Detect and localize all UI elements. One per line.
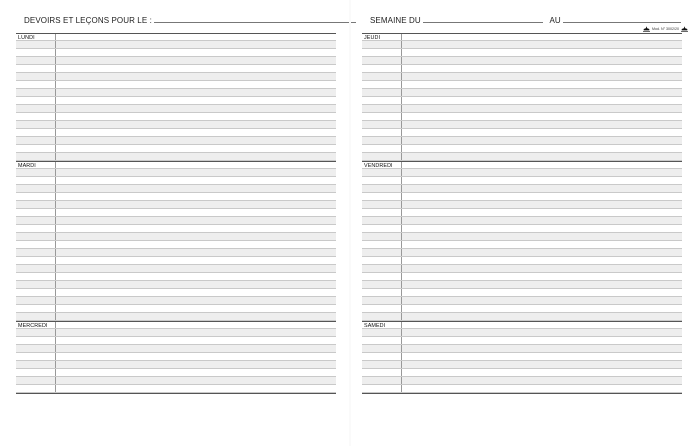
notes-cell[interactable] — [56, 97, 336, 104]
subject-cell[interactable] — [362, 169, 402, 176]
subject-cell[interactable] — [362, 313, 402, 320]
notes-cell[interactable] — [402, 322, 682, 328]
notes-cell[interactable] — [56, 337, 336, 344]
table-row[interactable] — [16, 129, 336, 137]
notes-cell[interactable] — [56, 345, 336, 352]
subject-cell[interactable] — [362, 265, 402, 272]
notes-cell[interactable] — [56, 353, 336, 360]
notes-cell[interactable] — [402, 177, 682, 184]
day-label: LUNDI — [18, 35, 35, 41]
subject-cell[interactable] — [16, 305, 56, 312]
table-row[interactable] — [362, 89, 682, 97]
subject-cell[interactable] — [362, 217, 402, 224]
subject-cell[interactable] — [362, 353, 402, 360]
subject-cell[interactable] — [362, 65, 402, 72]
subject-cell[interactable] — [362, 322, 402, 328]
table-row[interactable] — [16, 105, 336, 113]
subject-cell[interactable] — [16, 201, 56, 208]
table-row[interactable] — [16, 169, 336, 177]
subject-cell[interactable] — [362, 121, 402, 128]
notes-cell[interactable] — [56, 233, 336, 240]
table-row[interactable] — [362, 129, 682, 137]
table-row[interactable] — [16, 257, 336, 265]
subject-cell[interactable] — [16, 361, 56, 368]
table-row[interactable] — [362, 49, 682, 57]
notes-cell[interactable] — [56, 81, 336, 88]
subject-cell[interactable] — [362, 305, 402, 312]
notes-cell[interactable] — [402, 217, 682, 224]
notes-cell[interactable] — [56, 265, 336, 272]
table-row[interactable] — [362, 329, 682, 337]
notes-cell[interactable] — [402, 73, 682, 80]
notes-cell[interactable] — [56, 313, 336, 320]
notes-cell[interactable] — [56, 241, 336, 248]
table-row[interactable] — [16, 345, 336, 353]
table-row[interactable] — [16, 201, 336, 209]
table-row[interactable] — [362, 289, 682, 297]
notes-cell[interactable] — [402, 233, 682, 240]
table-row[interactable] — [16, 321, 336, 329]
notes-cell[interactable] — [402, 377, 682, 384]
notes-cell[interactable] — [402, 273, 682, 280]
subject-cell[interactable] — [362, 377, 402, 384]
subject-cell[interactable] — [362, 177, 402, 184]
subject-cell[interactable] — [16, 385, 56, 392]
reference-mark — [643, 26, 688, 32]
table-row[interactable] — [16, 57, 336, 65]
day-section-mardi — [16, 161, 336, 321]
notes-cell[interactable] — [56, 225, 336, 232]
subject-cell[interactable] — [16, 217, 56, 224]
table-row[interactable] — [16, 217, 336, 225]
reference-number: Mod. N° 3002/20 — [651, 27, 679, 31]
notes-cell[interactable] — [402, 281, 682, 288]
grid-bottom-rule — [16, 393, 336, 394]
notes-cell[interactable] — [56, 169, 336, 176]
day-section-vendredi — [362, 161, 682, 321]
subject-cell[interactable] — [16, 153, 56, 160]
notes-cell[interactable] — [402, 257, 682, 264]
table-row[interactable] — [362, 201, 682, 209]
subject-cell[interactable] — [16, 57, 56, 64]
table-row[interactable] — [16, 377, 336, 385]
subject-cell[interactable] — [362, 361, 402, 368]
day-label: MERCREDI — [18, 323, 48, 329]
table-row[interactable] — [362, 113, 682, 121]
table-row[interactable] — [362, 33, 682, 41]
notes-cell[interactable] — [56, 257, 336, 264]
subject-cell[interactable] — [16, 169, 56, 176]
notes-cell[interactable] — [402, 89, 682, 96]
table-row[interactable] — [16, 73, 336, 81]
subject-cell[interactable] — [16, 193, 56, 200]
table-row[interactable] — [16, 49, 336, 57]
notes-cell[interactable] — [402, 34, 682, 40]
subject-cell[interactable] — [362, 57, 402, 64]
table-row[interactable] — [16, 209, 336, 217]
day-label: VENDREDI — [364, 163, 393, 169]
table-row[interactable] — [16, 281, 336, 289]
table-row[interactable] — [16, 185, 336, 193]
table-row[interactable] — [362, 177, 682, 185]
subject-cell[interactable] — [362, 233, 402, 240]
day-label: JEUDI — [364, 35, 381, 41]
table-row[interactable] — [16, 137, 336, 145]
table-row[interactable] — [362, 353, 682, 361]
day-label: MARDI — [18, 163, 36, 169]
subject-cell[interactable] — [362, 81, 402, 88]
subject-cell[interactable] — [362, 273, 402, 280]
table-row[interactable] — [16, 249, 336, 257]
table-row[interactable] — [16, 361, 336, 369]
subject-cell[interactable] — [362, 145, 402, 152]
subject-cell[interactable] — [16, 81, 56, 88]
notes-cell[interactable] — [402, 297, 682, 304]
notes-cell[interactable] — [56, 162, 336, 168]
table-row[interactable] — [362, 241, 682, 249]
table-row[interactable] — [16, 233, 336, 241]
notes-cell[interactable] — [402, 361, 682, 368]
subject-cell[interactable] — [362, 249, 402, 256]
subject-cell[interactable] — [16, 137, 56, 144]
table-row[interactable] — [16, 313, 336, 321]
subject-cell[interactable] — [16, 145, 56, 152]
subject-cell[interactable] — [16, 34, 56, 40]
table-row[interactable] — [16, 177, 336, 185]
table-row[interactable] — [362, 305, 682, 313]
notes-cell[interactable] — [402, 97, 682, 104]
day-label: SAMEDI — [364, 323, 386, 329]
grid-bottom-rule — [362, 393, 682, 394]
subject-cell[interactable] — [362, 369, 402, 376]
table-row[interactable] — [16, 41, 336, 49]
subject-cell[interactable] — [362, 337, 402, 344]
notes-cell[interactable] — [56, 177, 336, 184]
table-row[interactable] — [362, 249, 682, 257]
subject-cell[interactable] — [16, 345, 56, 352]
subject-cell[interactable] — [362, 297, 402, 304]
table-row[interactable] — [16, 385, 336, 393]
notes-cell[interactable] — [402, 329, 682, 336]
table-row[interactable] — [362, 273, 682, 281]
notes-cell[interactable] — [402, 162, 682, 168]
notes-cell[interactable] — [56, 113, 336, 120]
subject-cell[interactable] — [362, 153, 402, 160]
notes-cell[interactable] — [56, 361, 336, 368]
subject-cell[interactable] — [362, 345, 402, 352]
notes-cell[interactable] — [56, 377, 336, 384]
table-row[interactable] — [362, 121, 682, 129]
homework-date-line[interactable] — [154, 14, 356, 23]
notes-cell[interactable] — [56, 137, 336, 144]
notes-cell[interactable] — [402, 201, 682, 208]
notes-cell[interactable] — [56, 89, 336, 96]
notes-cell[interactable] — [56, 217, 336, 224]
subject-cell[interactable] — [362, 241, 402, 248]
subject-cell[interactable] — [362, 41, 402, 48]
table-row[interactable] — [16, 33, 336, 41]
table-row[interactable] — [362, 265, 682, 273]
table-row[interactable] — [362, 369, 682, 377]
notes-cell[interactable] — [56, 34, 336, 40]
notes-cell[interactable] — [56, 105, 336, 112]
table-row[interactable] — [362, 345, 682, 353]
table-row[interactable] — [362, 385, 682, 393]
week-end-line[interactable] — [563, 14, 681, 23]
notes-cell[interactable] — [402, 209, 682, 216]
notes-cell[interactable] — [56, 65, 336, 72]
subject-cell[interactable] — [362, 209, 402, 216]
notes-cell[interactable] — [56, 385, 336, 392]
table-row[interactable] — [362, 137, 682, 145]
subject-cell[interactable] — [16, 162, 56, 168]
notes-cell[interactable] — [56, 297, 336, 304]
table-row[interactable] — [362, 169, 682, 177]
table-row[interactable] — [16, 241, 336, 249]
table-row[interactable] — [16, 329, 336, 337]
subject-cell[interactable] — [16, 273, 56, 280]
subject-cell[interactable] — [362, 281, 402, 288]
homework-header — [24, 14, 356, 25]
subject-cell[interactable] — [16, 377, 56, 384]
subject-cell[interactable] — [16, 185, 56, 192]
notes-cell[interactable] — [402, 225, 682, 232]
homework-header-label: DEVOIRS ET LEÇONS POUR LE : — [24, 16, 152, 25]
subject-cell[interactable] — [16, 121, 56, 128]
subject-cell[interactable] — [362, 201, 402, 208]
table-row[interactable] — [362, 161, 682, 169]
notes-cell[interactable] — [56, 57, 336, 64]
subject-cell[interactable] — [16, 297, 56, 304]
day-section-jeudi — [362, 33, 682, 161]
notes-cell[interactable] — [402, 289, 682, 296]
notes-cell[interactable] — [56, 369, 336, 376]
notes-cell[interactable] — [402, 169, 682, 176]
notes-cell[interactable] — [402, 241, 682, 248]
subject-cell[interactable] — [16, 65, 56, 72]
notes-cell[interactable] — [402, 137, 682, 144]
table-row[interactable] — [16, 305, 336, 313]
notes-cell[interactable] — [402, 337, 682, 344]
table-row[interactable] — [362, 41, 682, 49]
subject-cell[interactable] — [16, 89, 56, 96]
notes-cell[interactable] — [402, 385, 682, 392]
table-row[interactable] — [362, 97, 682, 105]
subject-cell[interactable] — [16, 225, 56, 232]
to-label: AU — [549, 16, 561, 25]
table-row[interactable] — [362, 193, 682, 201]
table-row[interactable] — [16, 353, 336, 361]
subject-cell[interactable] — [16, 257, 56, 264]
subject-cell[interactable] — [16, 313, 56, 320]
subject-cell[interactable] — [16, 97, 56, 104]
subject-cell[interactable] — [16, 49, 56, 56]
right-grid — [362, 33, 682, 394]
notes-cell[interactable] — [56, 153, 336, 160]
left-grid — [16, 33, 336, 394]
table-row[interactable] — [16, 273, 336, 281]
notes-cell[interactable] — [56, 145, 336, 152]
table-row[interactable] — [16, 297, 336, 305]
notes-cell[interactable] — [402, 41, 682, 48]
subject-cell[interactable] — [362, 89, 402, 96]
notes-cell[interactable] — [402, 49, 682, 56]
notes-cell[interactable] — [56, 41, 336, 48]
week-label: SEMAINE DU — [370, 16, 421, 25]
table-row[interactable] — [16, 193, 336, 201]
table-row[interactable] — [362, 153, 682, 161]
publisher-logo-icon-2 — [681, 26, 688, 32]
table-row[interactable] — [362, 57, 682, 65]
notes-cell[interactable] — [56, 193, 336, 200]
subject-cell[interactable] — [362, 225, 402, 232]
notes-cell[interactable] — [402, 57, 682, 64]
table-row[interactable] — [16, 89, 336, 97]
table-row[interactable] — [16, 81, 336, 89]
notes-cell[interactable] — [56, 281, 336, 288]
table-row[interactable] — [16, 113, 336, 121]
notes-cell[interactable] — [402, 105, 682, 112]
table-row[interactable] — [362, 313, 682, 321]
table-row[interactable] — [362, 81, 682, 89]
table-row[interactable] — [16, 265, 336, 273]
subject-cell[interactable] — [16, 281, 56, 288]
table-row[interactable] — [362, 105, 682, 113]
table-row[interactable] — [362, 233, 682, 241]
subject-cell[interactable] — [16, 249, 56, 256]
table-row[interactable] — [362, 257, 682, 265]
notes-cell[interactable] — [56, 249, 336, 256]
table-row[interactable] — [16, 121, 336, 129]
table-row[interactable] — [362, 217, 682, 225]
notes-cell[interactable] — [56, 49, 336, 56]
table-row[interactable] — [362, 361, 682, 369]
week-start-line[interactable] — [423, 14, 543, 23]
notes-cell[interactable] — [402, 65, 682, 72]
subject-cell[interactable] — [362, 73, 402, 80]
table-row[interactable] — [16, 153, 336, 161]
notes-cell[interactable] — [56, 129, 336, 136]
table-row[interactable] — [16, 337, 336, 345]
subject-cell[interactable] — [362, 97, 402, 104]
subject-cell[interactable] — [16, 369, 56, 376]
table-row[interactable] — [362, 321, 682, 329]
notes-cell[interactable] — [402, 369, 682, 376]
subject-cell[interactable] — [16, 289, 56, 296]
subject-cell[interactable] — [16, 337, 56, 344]
table-row[interactable] — [362, 145, 682, 153]
subject-cell[interactable] — [362, 385, 402, 392]
notes-cell[interactable] — [402, 345, 682, 352]
notes-cell[interactable] — [56, 73, 336, 80]
notes-cell[interactable] — [402, 313, 682, 320]
subject-cell[interactable] — [16, 177, 56, 184]
page-fold — [349, 0, 351, 446]
subject-cell[interactable] — [16, 241, 56, 248]
notes-cell[interactable] — [56, 121, 336, 128]
notes-cell[interactable] — [402, 113, 682, 120]
week-header — [370, 14, 681, 25]
day-section-mercredi — [16, 321, 336, 393]
subject-cell[interactable] — [362, 129, 402, 136]
subject-cell[interactable] — [362, 329, 402, 336]
table-row[interactable] — [362, 337, 682, 345]
table-row[interactable] — [16, 369, 336, 377]
subject-cell[interactable] — [362, 185, 402, 192]
notes-cell[interactable] — [402, 353, 682, 360]
subject-cell[interactable] — [16, 329, 56, 336]
notes-cell[interactable] — [56, 273, 336, 280]
notes-cell[interactable] — [56, 322, 336, 328]
subject-cell[interactable] — [362, 105, 402, 112]
subject-cell[interactable] — [16, 353, 56, 360]
table-row[interactable] — [362, 65, 682, 73]
notes-cell[interactable] — [402, 265, 682, 272]
table-row[interactable] — [362, 185, 682, 193]
table-row[interactable] — [362, 377, 682, 385]
subject-cell[interactable] — [16, 73, 56, 80]
notes-cell[interactable] — [402, 121, 682, 128]
subject-cell[interactable] — [362, 193, 402, 200]
table-row[interactable] — [16, 65, 336, 73]
subject-cell[interactable] — [362, 137, 402, 144]
table-row[interactable] — [362, 225, 682, 233]
table-row[interactable] — [16, 145, 336, 153]
subject-cell[interactable] — [362, 289, 402, 296]
subject-cell[interactable] — [362, 257, 402, 264]
table-row[interactable] — [362, 297, 682, 305]
table-row[interactable] — [362, 73, 682, 81]
notes-cell[interactable] — [56, 305, 336, 312]
notes-cell[interactable] — [56, 185, 336, 192]
table-row[interactable] — [362, 281, 682, 289]
notes-cell[interactable] — [56, 209, 336, 216]
notes-cell[interactable] — [402, 129, 682, 136]
table-row[interactable] — [362, 209, 682, 217]
day-section-lundi — [16, 33, 336, 161]
subject-cell[interactable] — [16, 41, 56, 48]
notes-cell[interactable] — [402, 305, 682, 312]
subject-cell[interactable] — [16, 209, 56, 216]
subject-cell[interactable] — [16, 113, 56, 120]
table-row[interactable] — [16, 97, 336, 105]
subject-cell[interactable] — [16, 322, 56, 328]
subject-cell[interactable] — [362, 113, 402, 120]
notes-cell[interactable] — [402, 185, 682, 192]
day-section-samedi — [362, 321, 682, 393]
subject-cell[interactable] — [362, 34, 402, 40]
notes-cell[interactable] — [402, 145, 682, 152]
subject-cell[interactable] — [362, 162, 402, 168]
notes-cell[interactable] — [402, 193, 682, 200]
notes-cell[interactable] — [402, 81, 682, 88]
subject-cell[interactable] — [362, 49, 402, 56]
notes-cell[interactable] — [402, 249, 682, 256]
subject-cell[interactable] — [16, 105, 56, 112]
notes-cell[interactable] — [56, 289, 336, 296]
subject-cell[interactable] — [16, 233, 56, 240]
subject-cell[interactable] — [16, 129, 56, 136]
table-row[interactable] — [16, 225, 336, 233]
subject-cell[interactable] — [16, 265, 56, 272]
table-row[interactable] — [16, 289, 336, 297]
notes-cell[interactable] — [56, 201, 336, 208]
notes-cell[interactable] — [402, 153, 682, 160]
notes-cell[interactable] — [56, 329, 336, 336]
table-row[interactable] — [16, 161, 336, 169]
publisher-logo-icon — [643, 26, 650, 32]
